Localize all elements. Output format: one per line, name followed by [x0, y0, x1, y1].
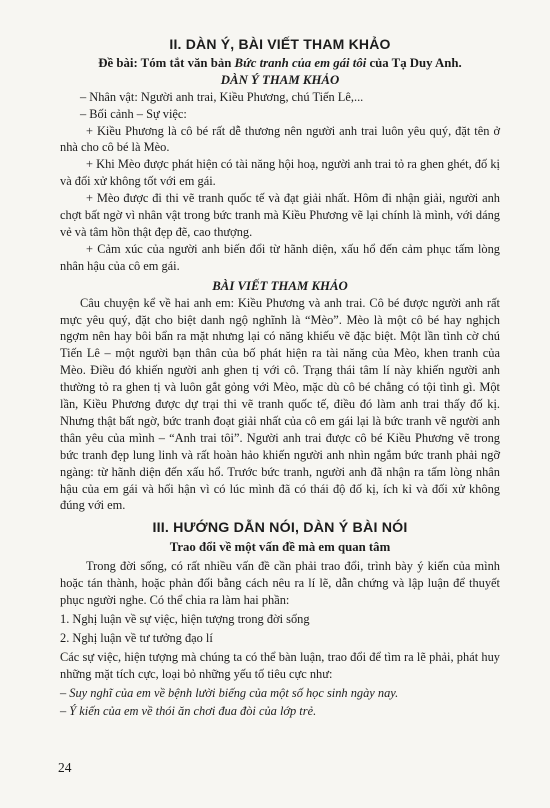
speaking-topic: Trao đổi về một vấn đề mà em quan tâm — [169, 540, 391, 555]
discussion-paragraph: Các sự việc, hiện tượng mà chúng ta có thể bàn luận, trao đổi để tìm ra lẽ phải, phát huy những mặt tích cực, loại bỏ những yếu tố tiêu cực như: — [60, 649, 500, 681]
intro-paragraph: Trong đời sống, có rất nhiều vấn đề cần phải trao đổi, trình bày ý kiến của mình hoặc tán thành, hoặc phản đối bằng cách nêu ra lí lẽ, dẫn chứng và lập luận để thuyết phục người nghe. Có thể chia ra làm hai phần: — [60, 559, 500, 607]
outline-item: – Bối cảnh – Sự việc: — [80, 106, 187, 121]
assignment-title: Bức tranh của em gái tôi — [234, 55, 367, 70]
assignment-line — [60, 55, 500, 72]
outline-item: – Nhân vật: Người anh trai, Kiều Phương, chú Tiến Lê,... — [80, 89, 364, 104]
page-content — [60, 36, 500, 720]
section-2-heading: II. DÀN Ý, BÀI VIẾT THAM KHẢO — [169, 36, 391, 52]
essay-heading: BÀI VIẾT THAM KHẢO — [212, 278, 348, 293]
example-item: – Suy nghĩ của em về bệnh lười biếng của một số học sinh ngày nay. — [60, 685, 399, 700]
example-item: – Ý kiến của em về thói ăn chơi đua đòi của lớp trẻ. — [60, 704, 317, 719]
outline-item: + Cảm xúc của người anh biến đổi từ hãnh diện, xấu hổ đến cảm phục tấm lòng nhân hậu của cô em gái. — [60, 241, 500, 273]
part-item: 2. Nghị luận về tư tưởng đạo lí — [60, 630, 213, 645]
outline-item: + Mèo được đi thi vẽ tranh quốc tế và đạt giải nhất. Hôm đi nhận giải, người anh chợt bất ngờ vì nhân vật trong bức tranh mà Kiều Phương vẽ lại chính là mình, với dáng vẻ và tâm hồn thật đẹp đẽ, cao thượng. — [60, 191, 500, 239]
assignment-author: Tạ Duy Anh. — [391, 55, 462, 70]
assignment-prefix: Đề bài: Tóm tắt văn bản — [98, 55, 235, 70]
outline-item: + Kiều Phương là cô bé rất dễ thương nên người anh trai luôn yêu quý, đặt tên ở nhà cho cô bé là Mèo. — [60, 123, 500, 155]
page-number: 24 — [58, 760, 72, 775]
outline-heading: DÀN Ý THAM KHẢO — [220, 72, 340, 87]
section-3-heading: III. HƯỚNG DẪN NÓI, DÀN Ý BÀI NÓI — [152, 520, 408, 537]
essay-paragraph: Câu chuyện kể về hai anh em: Kiều Phương và anh trai. Cô bé được người anh rất mực yêu quý, đặt cho biệt danh ngộ nghĩnh là “Mèo”. Mèo là một cô bé hay nghịch ngợm nên hay bôi bẩn ra mặt nhưng lại có năng khiếu vẽ đặc biệt. Một lần tình cờ chú Tiến Lê – một người bạn thân của bố phát hiện ra tài năng của Mèo, khen tranh của Mèo. Điều đó khiến người anh ghen tị với cô. Trạng thái tâm lí này khiến người anh thường tỏ ra ghen tị và luôn gắt gỏng với Mèo, mặc dù cô bé chẳng có tội tình gì. Một lần, Kiều Phương được dự trại thi vẽ tranh quốc tế, điều đó làm anh trai thấy đố kị. Nhưng thật bất ngờ, bức tranh đoạt giải nhất của cô em gái lại là bức tranh vẽ người anh thân yêu của mình – “Anh trai tôi”. Người anh trai được cô bé Kiều Phương vẽ trong bức tranh đẹp lung linh và rất hoàn hảo khiến người anh nhìn ngắm bức tranh phải ngỡ ngàng: từ hãnh diện đến xấu hổ. Trước bức tranh, người anh đã nhận ra tấm lòng nhân hậu của em gái và hối hận vì có lúc mình đã có thái độ đố kị, ích kỉ và đối xử không đúng với em. — [60, 295, 500, 513]
part-item: 1. Nghị luận về sự việc, hiện tượng trong đời sống — [60, 611, 310, 626]
outline-item: + Khi Mèo được phát hiện có tài năng hội hoạ, người anh trai tỏ ra ghen ghét, đố kị và đối xử không tốt với em gái. — [60, 157, 500, 189]
assignment-mid: của — [366, 55, 392, 70]
